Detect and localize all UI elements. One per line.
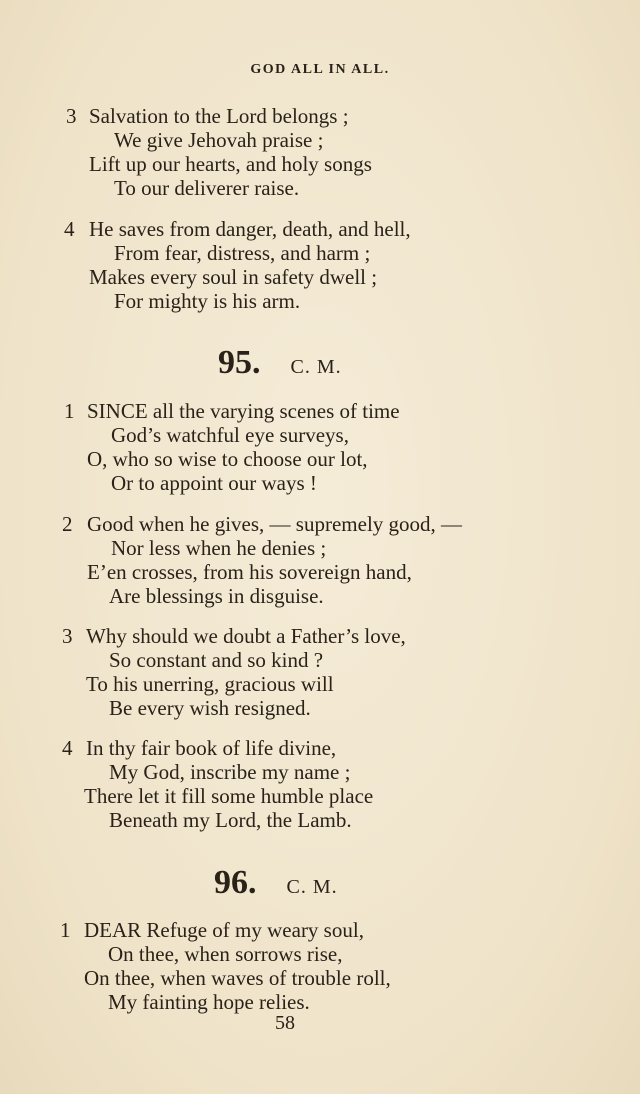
stanza-number: 3 (66, 104, 77, 128)
verse-line: From fear, distress, and harm ; (114, 241, 371, 265)
hymn-number: 96. (214, 864, 257, 901)
stanza-number: 2 (62, 512, 73, 536)
stanza-number: 4 (62, 736, 73, 760)
verse-line: Good when he gives, — supremely good, — (87, 512, 463, 536)
verse-line: Are blessings in disguise. (109, 584, 324, 608)
hymn-heading-95 (218, 344, 342, 382)
verse-line: Be every wish resigned. (109, 696, 311, 720)
stanza-number: 1 (64, 399, 75, 423)
verse-line: For mighty is his arm. (114, 289, 301, 313)
verse-line: Makes every soul in safety dwell ; (89, 265, 378, 289)
running-head: GOD ALL IN ALL. (250, 62, 390, 77)
verse-line: O, who so wise to choose our lot, (87, 447, 368, 471)
hymn-number: 95. (218, 344, 261, 381)
verse-line: DEAR Refuge of my weary soul, (84, 918, 364, 942)
verse-line: To his unerring, gracious will (86, 672, 334, 696)
verse-line: God’s watchful eye surveys, (111, 423, 349, 447)
verse-line: Or to appoint our ways ! (111, 471, 317, 495)
verse-line: Lift up our hearts, and holy songs (89, 152, 372, 176)
verse-line: My God, inscribe my name ; (109, 760, 351, 784)
verse-line: In thy fair book of life divine, (86, 736, 337, 760)
verse-line: E’en crosses, from his sovereign hand, (87, 560, 412, 584)
verse-line: There let it fill some humble place (84, 784, 374, 808)
hymn-heading-96 (214, 864, 338, 902)
stanza-number: 3 (62, 624, 73, 648)
verse-line: He saves from danger, death, and hell, (89, 217, 411, 241)
hymn-meter: C. M. (290, 356, 342, 378)
verse-line: We give Jehovah praise ; (114, 128, 324, 152)
stanza-number: 1 (60, 918, 71, 942)
verse-line: Salvation to the Lord belongs ; (89, 104, 349, 128)
hymn-meter: C. M. (286, 876, 338, 898)
stanza-number: 4 (64, 217, 75, 241)
verse-line: Why should we doubt a Father’s love, (86, 624, 406, 648)
verse-line: SINCE all the varying scenes of time (87, 399, 400, 423)
verse-line: Beneath my Lord, the Lamb. (109, 808, 352, 832)
verse-line: So constant and so kind ? (109, 648, 324, 672)
verse-line: On thee, when sorrows rise, (108, 942, 343, 966)
verse-line: Nor less when he denies ; (111, 536, 327, 560)
page-number: 58 (275, 1012, 295, 1034)
verse-line: On thee, when waves of trouble roll, (84, 966, 391, 990)
verse-line: My fainting hope relies. (108, 990, 310, 1014)
verse-line: To our deliverer raise. (114, 176, 300, 200)
